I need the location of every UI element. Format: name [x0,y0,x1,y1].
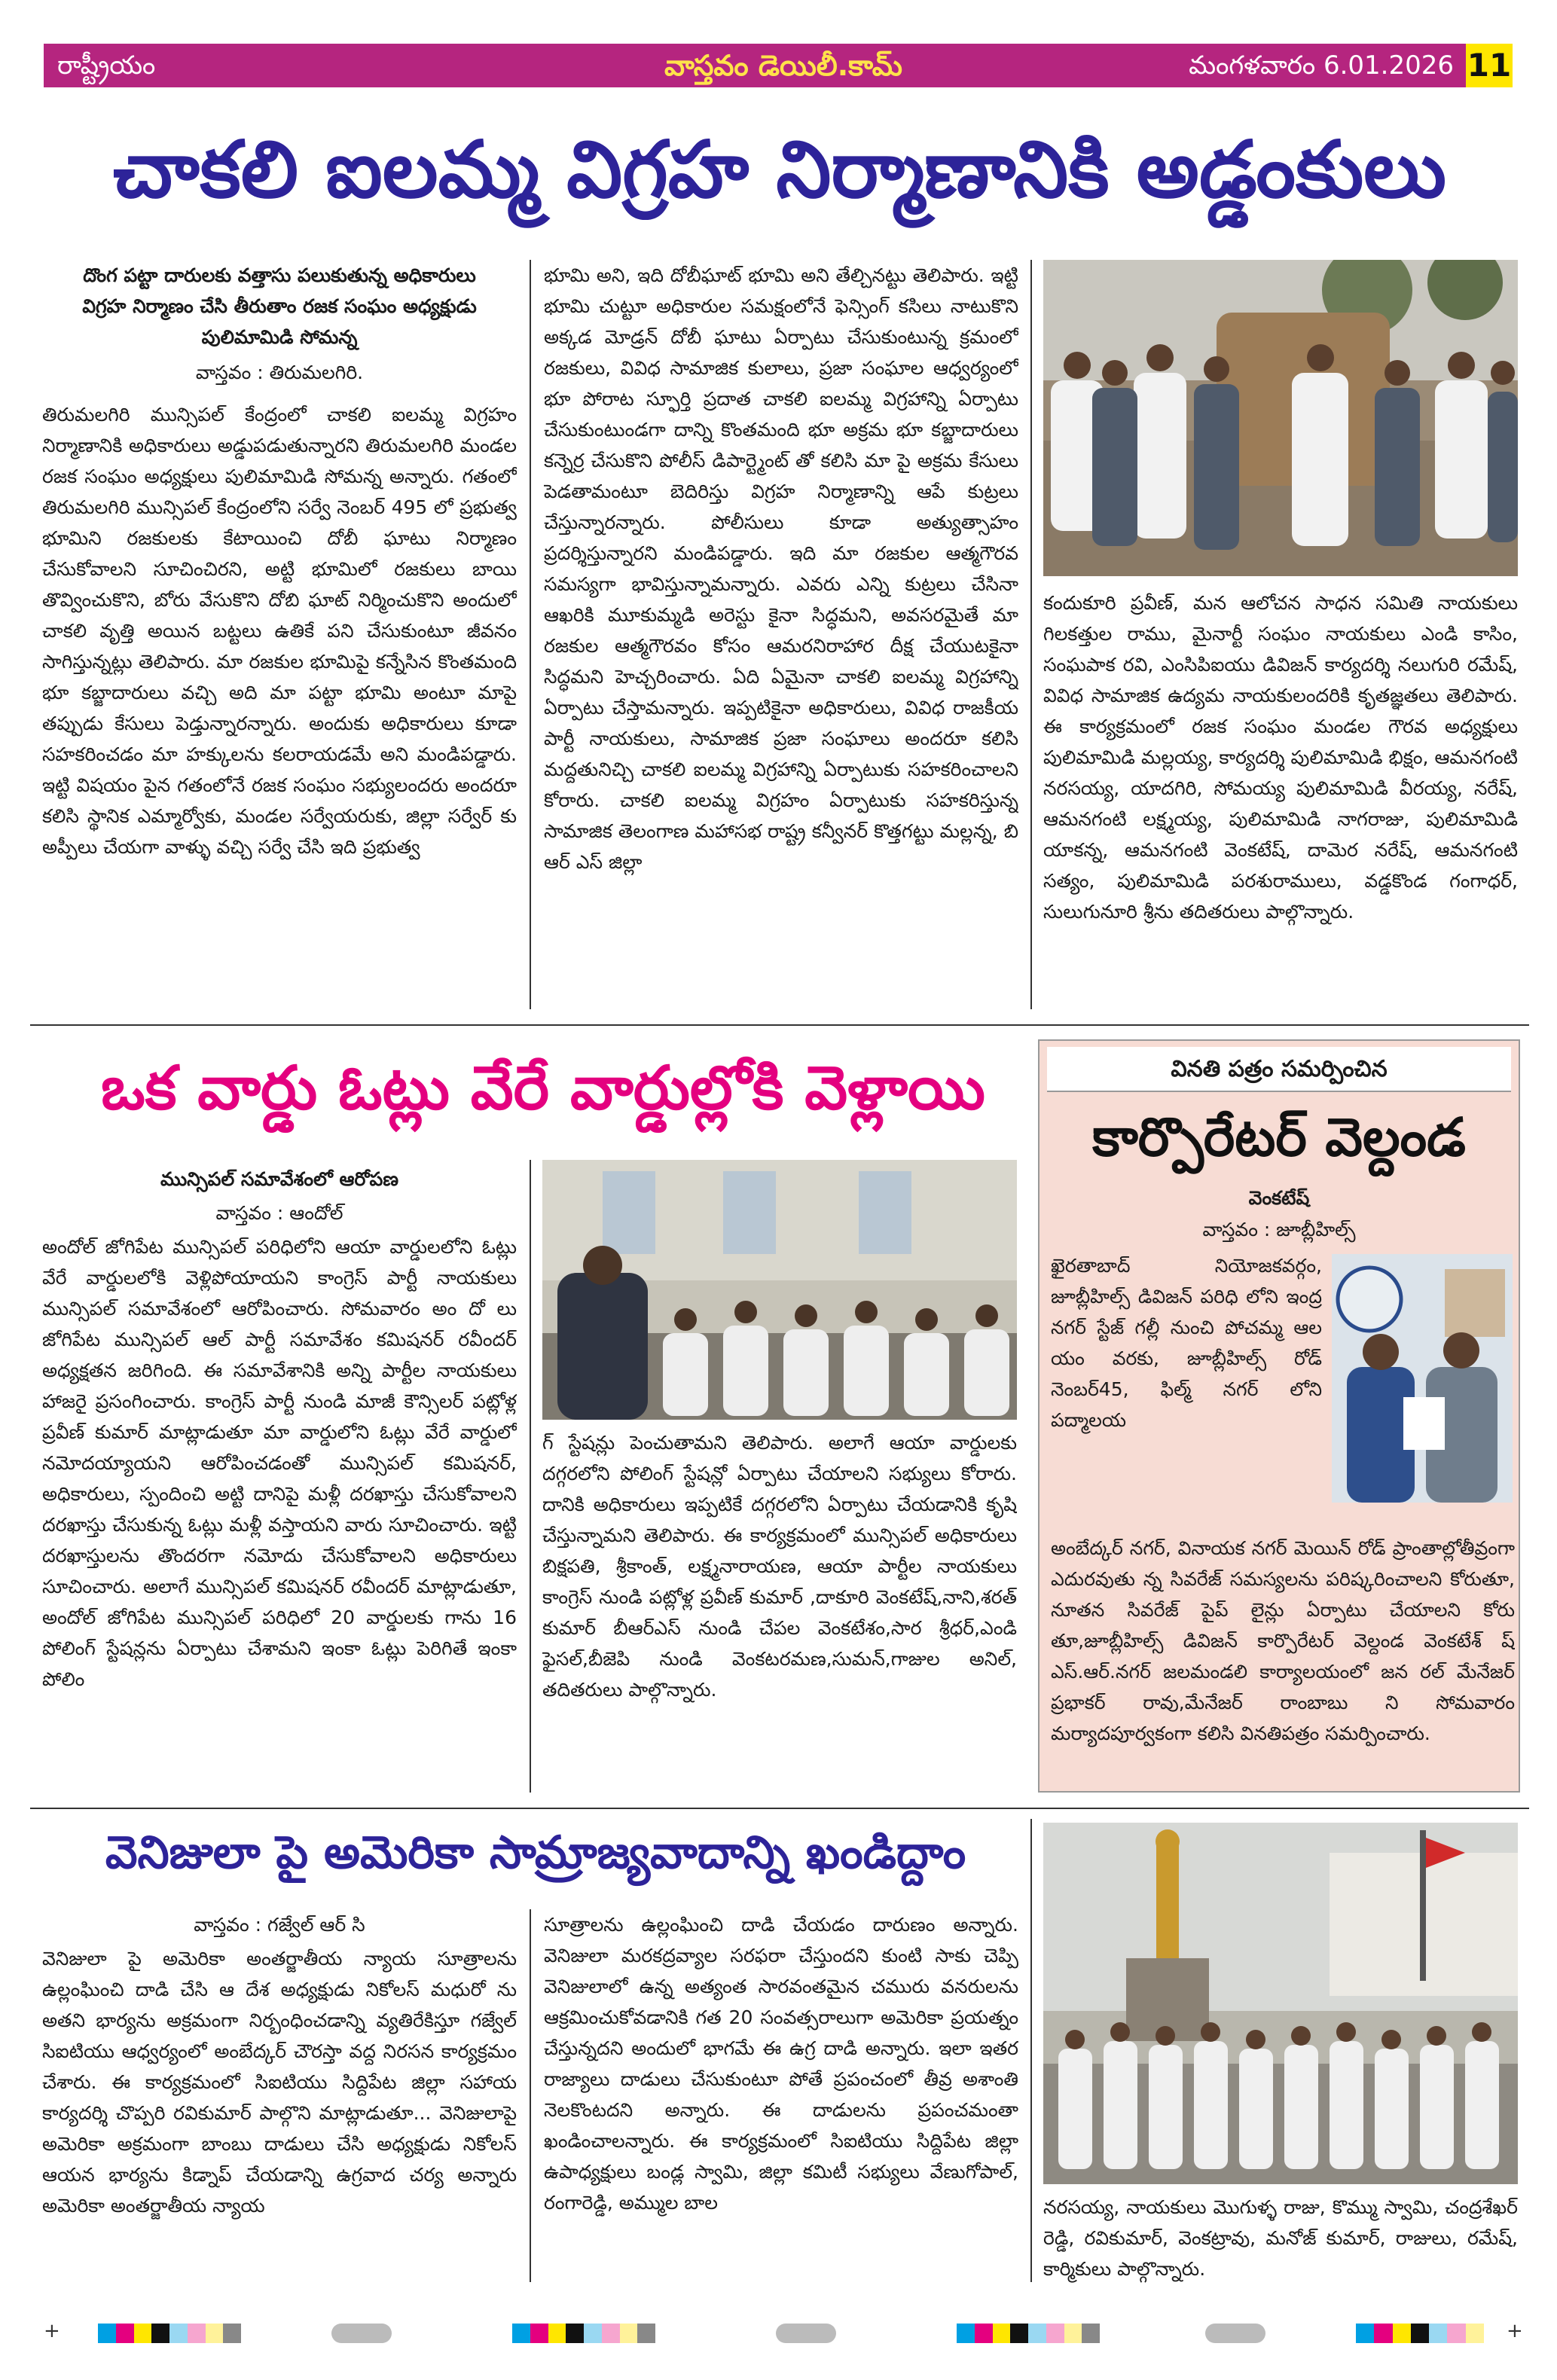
story2-column-1: అందోల్ జోగిపేట మున్సిపల్ పరిధిలోని ఆయా వార్డులలోని ఓట్లు వేరే వార్డులలోకి వెళ్లిపోయాయని కాంగ్రెస్ పార్టీ నాయకులు మున్సిపల్ సమావేశంలో ఆరోపించారు. సోమవారం అం దో లు జోగిపేట మున్సిపల్ ఆల్ పార్టీ సమావేశం కమిషనర్ రవీందర్ అధ్యక్షతన జరిగింది. ఈ సమావేశానికి అన్ని పార్టీల నాయకులు హాజరై ప్రసంగించారు. కాంగ్రెస్ పార్టీ నుండి మాజీ కౌన్సిలర్ పట్లోళ్ల ప్రవీణ్ కుమార్ మాట్లాడుతూ మా వార్డులోని ఓట్లు వేరే వార్డులో నమోదయ్యాయని ఆరోపించడంతో మున్సిపల్ కమిషనర్, అధికారులు, స్పందించి అట్టి దానిపై మళ్లీ దరఖాస్తు చేసుకోవాలని దరఖాస్తు చేసుకున్న ఓట్లు మళ్లీ వస్తాయని వారు సూచించారు. ఇట్టి దరఖాస్తులను తొందరగా నమోదు చేసుకోవాలని అధికారులు సూచించారు. అలాగే మున్సిపల్ కమిషనర్ రవీందర్ మాట్లాడుతూ, అందోల్ జోగిపేట మున్సిపల్ పరిధిలో 20 వార్డులకు గాను 16 పోలింగ్ స్టేషన్లను ఏర్పాటు చేశామని ఇంకా ఓట్లు పెరిగితే ఇంకా పోలిం [42,1236,517,1690]
story1-column-3: కందుకూరి ప్రవీణ్, మన ఆలోచన సాధన సమితి నాయకులు గిలకత్తుల రాము, మైనార్టీ సంఘం నాయకులు ఎండి కాసిం, సంఘపాక రవి, ఎంసిపిఐయు డివిజన్ కార్యదర్శి నలుగురి రమేష్, వివిధ సామాజిక ఉద్యమ నాయకులందరికి కృతజ్ఞతలు తెలిపారు. ఈ కార్యక్రమంలో రజక సంఘం మండల గౌరవ అధ్యక్షులు పులిమామిడి మల్లయ్య, కార్యదర్శి పులిమామిడి భిక్షం, ఆమనగంటి నరసయ్య, యాదగిరి, సోమయ్య పులిమామిడి వీరయ్య, నరేష్, ఆమనగంటి లక్ష్మయ్య, పులిమామిడి నాగరాజు, పులిమామిడి యాకన్న, ఆమనగంటి వెంకటేష్, దామెర నరేష్, ఆమనగంటి సత్యం, పులిమామిడి పరశురాములు, వడ్డకొండ గంగాధర్, సులుగునూరి శ్రీను తదితరులు పాల్గొన్నారు. [1043,592,1518,923]
issue-date: మంగళవారం 6.01.2026 [1189,50,1454,81]
story1-dateline: వాస్తవం : తిరుమలగిరి. [195,362,364,383]
story1-headline: చాకలి ఐలమ్మ విగ్రహ నిర్మాణానికి అడ్డంకులు [112,124,1447,215]
section-divider [30,1024,1529,1026]
color-bar [1356,2324,1484,2343]
story3-kicker: వినతి పత్రం సమర్పించిన [1047,1047,1511,1092]
story3-text-wrap: ఖైరతాబాద్ నియోజకవర్గం, జూబ్లీహిల్స్ డివిజన్ పరిధి లోని ఇంద్ర నగర్ స్టేజ్ గల్లీ నుంచి పోచమ్మ ఆల యం వరకు, జూబ్లీహిల్స్ రోడ్ నెంబర్45, ఫిల్మ్ నగర్ లోని పద్మాలయ [1051,1255,1322,1431]
column-divider [530,1160,531,1793]
page-number: 11 [1466,44,1513,87]
story4-column-1: వెనిజులా పై అమెరికా అంతర్జాతీయ న్యాయ సూత్రాలను ఉల్లంఘించి దాడి చేసి ఆ దేశ అధ్యక్షుడు నికోలస్ మధురో ను అతని భార్యను అక్రమంగా నిర్బంధించడాన్ని వ్యతిరేకిస్తూ గజ్వేల్ సిఐటియు ఆధ్వర్యంలో అంబేద్కర్ చౌరస్తా వద్ద నిరసన కార్యక్రమం చేశారు. ఈ కార్యక్రమంలో సిఐటియు సిద్దిపేట జిల్లా సహాయ కార్యదర్శి చొప్పరి రవికుమార్ పాల్గొని మాట్లాడుతూ... వెనిజులాపై అమెరికా అక్రమంగా బాంబు దాడులు చేసి అధ్యక్షుడు నికోలస్ ఆయన భార్యను కిడ్నాప్ చేయడాన్ని ఉగ్రవాద చర్య అన్నారు అమెరికా అంతర్జాతీయ న్యాయ [42,1948,517,2217]
column-divider [530,1909,531,2282]
story4-headline: వెనిజులా పై అమెరికా సామ్రాజ్యవాదాన్ని ఖండిద్దాం [105,1826,966,1879]
registration-pill [1205,2324,1265,2343]
story1-column-2: భూమి అని, ఇది దోబీఘాట్ భూమి అని తేల్చినట్టు తెలిపారు. ఇట్టి భూమి చుట్టూ అధికారుల సమక్షంలోనే ఫెన్సింగ్ కసిలు నాటుకొని అక్కడ మోడ్రన్ దోబీ ఘాటు ఏర్పాటు చేసుకుంటున్న క్రమంలో రజకులు, వివిధ సామాజిక కులాలు, ప్రజా సంఘాల ఆధ్వర్యంలో భూ పోరాట స్ఫూర్తి ప్రదాత చాకలి ఐలమ్మ విగ్రహాన్ని ఏర్పాటు చేసుకుంటుండగా దాన్ని కొంతమంది భూ అక్రమ భూ కబ్జాదారులు కన్నెర్ర చేసుకొని పోలీస్ డిపార్ట్మెంట్ తో కలిసి మా పై అక్రమ కేసులు పెడతామంటూ బెదిరిస్తు విగ్రహ నిర్మాణాన్ని ఆపే కుట్రలు చేస్తున్నారన్నారు. పోలీసులు కూడా అత్యుత్సాహం ప్రదర్శిస్తున్నారని మండిపడ్డారు. ఇది మా రజకుల ఆత్మగౌరవ సమస్యగా భావిస్తున్నామన్నారు. ఎవరు ఎన్ని కుట్రలు చేసినా ఆఖరికి మూకుమ్మడి అరెస్టు కైనా సిద్ధమని, అవసరమైతే మా రజకుల ఆత్మగౌరవం కోసం ఆమరనిరాహార దీక్ష చేయుటకైనా సిద్ధమని హెచ్చరించారు. ఏది ఏమైనా చాకలి ఐలమ్మ విగ్రహాన్ని ఏర్పాటు చేస్తామన్నారు. ఇప్పటికైనా అధికారులు, వివిధ రాజకీయ పార్టీ నాయకులు, సామాజిక ప్రజా సంఘాలు అందరూ కలిసి మద్దతునిచ్చి చాకలి ఐలమ్మ విగ్రహాన్ని ఏర్పాటుకు సహకరించాలని కోరారు. చాకలి ఐలమ్మ విగ్రహం ఏర్పాటుకు సహకరిస్తున్న సామాజిక తెలంగాణ మహాసభ రాష్ట్ర కన్వీనర్ కొత్తగట్టు మల్లన్న, బి ఆర్ ఎస్ జిల్లా [544,264,1018,873]
story1-column-1: తిరుమలగిరి మున్సిపల్ కేంద్రంలో చాకలి ఐలమ్మ విగ్రహం నిర్మాణానికి అధికారులు అడ్డుపడుతున్నారని తిరుమలగిరి మండల రజక సంఘం అధ్యక్షులు పులిమామిడి సోమన్న అన్నారు. గతంలో తిరుమలగిరి మున్సిపల్ కేంద్రంలోని సర్వే నెంబర్ 495 లో ప్రభుత్వ భూమిని రజకులకు కేటాయించి దోబీ ఘాటు నిర్మాణం చేసుకోవాలని సూచించిరని, అట్టి భూమిలో రజకులు బాయి తొవ్వించుకొని, బోరు వేసుకొని దోబి ఘాట్ నిర్మించుకొని అందులో చాకలి వృత్తి అయిన బట్టలు ఉతికే పని చేసుకుంటూ జీవనం సాగిస్తున్నట్లు తెలిపారు. మా రజకుల భూమిపై కన్నేసిన కొంతమంది భూ కబ్జాదారులు వచ్చి అది మా పట్టా భూమి అంటూ మాపై తప్పుడు కేసులు పెడ్తున్నారన్నారు. అందుకు అధికారులు కూడా సహకరించడం మా హక్కులను కలరాయడమే అని మండిపడ్డారు. ఇట్టి విషయం పైన గతంలోనే రజక సంఘం సభ్యులందరు అందరూ కలిసి స్థానిక ఎమ్మార్వోకు, మండల సర్వేయరుకు, జిల్లా సర్వేర్ కు అప్పీలు చేయగా వాళ్ళు వచ్చి సర్వే చేసి ఇది ప్రభుత్వ [42,404,517,858]
story1-deck-line: విగ్రహ నిర్మాణం చేసి తీరుతాం రజక సంఘం అధ్యక్షుడు [82,295,477,317]
story4-column-2: సూత్రాలను ఉల్లంఘించి దాడి చేయడం దారుణం అన్నారు. వెనిజులా మరకద్రవ్యాల సరఫరా చేస్తుందని కుంటి సాకు చెప్పి వెనిజులాలో ఉన్న అత్యంత సారవంతమైన చమురు వనరులను ఆక్రమించుకోవడానికి గత 20 సంవత్సరాలుగా అమెరికా ప్రయత్నం చేస్తున్నదని అందులో భాగమే ఈ ఉగ్ర దాడి అన్నారు. ఇలా ఇతర రాజ్యాలు దాడులు చేసుకుంటూ పోతే ప్రపంచంలో తీవ్ర అశాంతి నెలకొంటదని అన్నారు. ఈ దాడులను ప్రపంచమంతా ఖండించాలన్నారు. ఈ కార్యక్రమంలో సిఐటియు సిద్దిపేట జిల్లా ఉపాధ్యక్షులు బండ్ల స్వామి, జిల్లా కమిటీ సభ్యులు వేణుగోపాల్, రంగారెడ్డి, అమ్ముల బాల [544,1914,1018,2214]
color-bar [957,2324,1100,2343]
story3-photo [1332,1254,1513,1503]
story1-deck [42,260,517,388]
story2-kicker: మున్సిపల్ సమావేశంలో ఆరోపణ [160,1168,398,1190]
column-divider [1030,260,1032,1009]
story2-column-2: గ్ స్టేషన్లు పెంచుతామని తెలిపారు. అలాగే ఆయా వార్డులకు దగ్గరలోని పోలింగ్ స్టేషన్లో ఏర్పాటు చేయాలని సభ్యులు కోరారు. దానికి అధికారులు ఇప్పటికే దగ్గరలోని ఏర్పాటు చేయడానికి కృషి చేస్తున్నామని తెలిపారు. ఈ కార్యక్రమంలో మున్సిపల్ అధికారులు బిక్షపతి, శ్రీకాంత్, లక్ష్మనారాయణ, ఆయా పార్టీల నాయకులు కాంగ్రెస్ నుండి పట్లోళ్ల ప్రవీణ్ కుమార్ ,దాకూరి వెంకటేష్,నాని,శరత్ కుమార్ బీఆర్ఎస్ నుండి చేపల వెంకటేశం,సార శ్రీధర్,ఎండి ఫైసల్,బీజెపి నుండి వెంకటరమణ,సుమన్,గాజుల అనిల్, తదితరులు పాల్గొన్నారు. [542,1432,1017,1701]
story3-headline: కార్పొరేటర్ వెల్దండ [1092,1106,1466,1168]
color-bar [512,2324,655,2343]
story1-deck-line: పులిమామిడి సోమన్న [201,326,358,348]
crop-mark-left: + [44,2320,60,2342]
section-divider [30,1808,1529,1809]
registration-pill [776,2324,836,2343]
story1-photo [1043,260,1518,576]
story2-dateline: వాస్తవం : ఆందోల్ [215,1202,343,1224]
column-divider [530,260,531,1009]
story1-deck-line: దొంగ పట్టా దారులకు వత్తాసు పలుకుతున్న అధికారులు [83,264,476,286]
story2-headline: ఒక వార్డు ఓట్లు వేరే వార్డుల్లోకి వెళ్లాయి [101,1053,985,1123]
story2-photo [542,1160,1017,1420]
color-bar [98,2324,241,2343]
story3-name: వెంకటేష్ [1248,1187,1310,1209]
story3-dateline: వాస్తవం : జూబ్లీహిల్స్ [1202,1219,1356,1240]
masthead-logo: వాస్తవం డెయిలీ.కామ్ [664,49,902,82]
story3-text-full: అంబేద్కర్ నగర్, వినాయక నగర్ మెయిన్ రోడ్ ప్రాంతాల్లోతీవ్రంగా ఎదురవుతు న్న సివరేజ్ సమస్యలను పరిష్కరించాలని కోరుతూ, నూతన సివరేజ్ పైప్ లైన్లు ఏర్పాటు చేయాలని కోరు తూ,జూబ్లీహిల్స్ డివిజన్ కార్పొరేటర్ వెల్దండ వెంకటేశ్ ష్ ఎస్.ఆర్.నగర్ జలమండలి కార్యాలయంలో జన రల్ మేనేజర్ ప్రభాకర్ రావు,మేనేజర్ రాంబాబు ని సోమవారం మర్యాదపూర్వకంగా కలిసి వినతిపత్రం సమర్పించారు. [1051,1537,1515,1744]
registration-pill [331,2324,392,2343]
crop-mark-right: + [1507,2320,1523,2342]
column-divider [1030,1819,1032,2282]
story4-photo [1043,1823,1518,2184]
story4-dateline: వాస్తవం : గజ్వేల్ ఆర్ సి [194,1914,365,1936]
section-label: రాష్ట్రీయం [57,50,156,81]
story4-caption: నరసయ్య, నాయకులు మొగుళ్ళ రాజు, కొమ్ము స్వామి, చంద్రశేఖర్ రెడ్డి, రవికుమార్, వెంకట్రావు, మనోజ్ కుమార్, రాజులు, రమేష్, కార్మికులు పాల్గొన్నారు. [1043,2196,1518,2280]
